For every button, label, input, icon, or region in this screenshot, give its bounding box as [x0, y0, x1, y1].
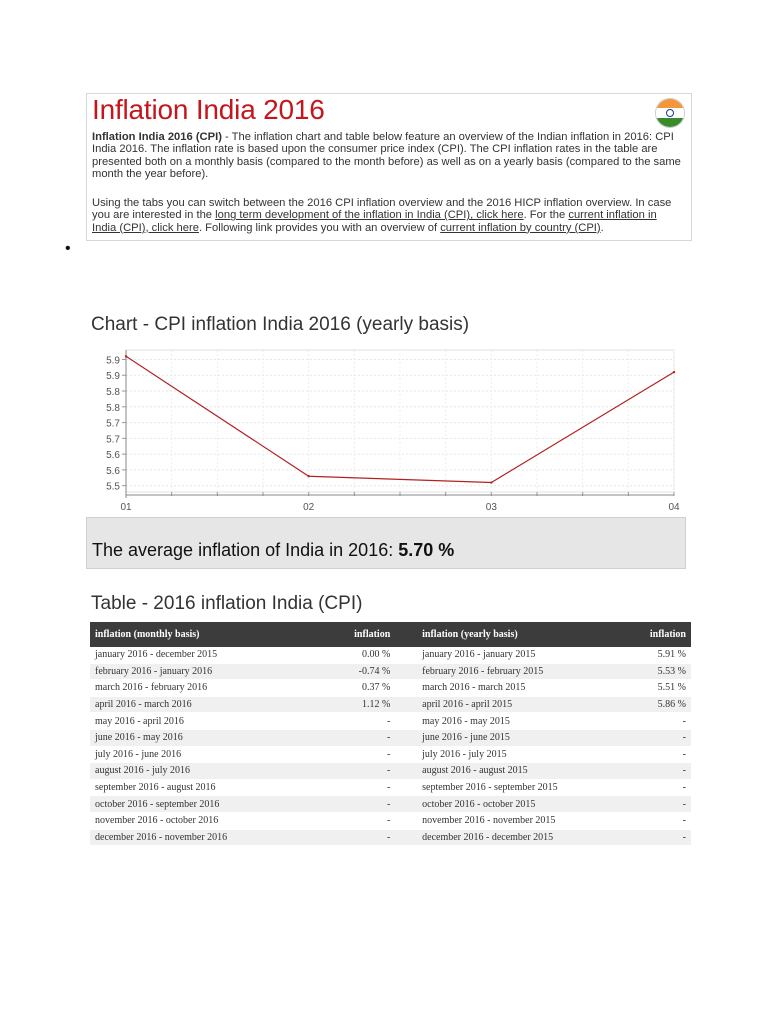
row-spacer [395, 729, 417, 746]
yearly-value-cell: 5.53 % [645, 663, 691, 680]
monthly-period-cell: december 2016 - november 2016 [90, 829, 318, 846]
monthly-value-cell: - [318, 746, 396, 763]
yearly-value-cell: - [645, 713, 691, 730]
y-tick-label: 5.8 [106, 387, 120, 399]
monthly-period-cell: february 2016 - january 2016 [90, 663, 318, 680]
monthly-period-cell: january 2016 - december 2015 [90, 647, 318, 663]
row-spacer [395, 713, 417, 730]
table-body [90, 647, 691, 846]
yearly-period-cell: october 2016 - october 2015 [417, 796, 645, 813]
yearly-period-cell: march 2016 - march 2015 [417, 680, 645, 697]
yearly-value-cell: 5.51 % [645, 680, 691, 697]
tabs-text-c: . Following link provides you with an overview of [198, 221, 441, 234]
yearly-period-cell: december 2016 - december 2015 [417, 829, 645, 846]
average-box [86, 517, 686, 569]
data-point [673, 371, 675, 373]
table-row [90, 746, 691, 763]
yearly-period-cell: may 2016 - may 2015 [417, 713, 645, 730]
y-tick-label: 5.7 [106, 418, 120, 430]
row-spacer [395, 796, 417, 813]
monthly-period-cell: september 2016 - august 2016 [90, 779, 318, 796]
current-inflation-link[interactable]: current inflation in India (CPI), click here [92, 209, 657, 234]
x-tick-label: 01 [120, 502, 132, 513]
monthly-value-cell: - [318, 812, 396, 829]
table-row [90, 763, 691, 780]
monthly-value-cell: 1.12 % [318, 696, 396, 713]
india-flag-icon [655, 98, 685, 128]
chart-title: Chart - CPI inflation India 2016 (yearly basis) [91, 314, 470, 335]
y-tick-label: 5.9 [106, 355, 120, 367]
yearly-value-cell: - [645, 729, 691, 746]
monthly-value-cell: - [318, 779, 396, 796]
yearly-period-cell: november 2016 - november 2015 [417, 812, 645, 829]
table-row [90, 663, 691, 680]
yearly-value-cell: - [645, 746, 691, 763]
monthly-value-cell: 0.00 % [318, 647, 396, 663]
table-row [90, 713, 691, 730]
monthly-period-cell: may 2016 - april 2016 [90, 713, 318, 730]
yearly-value-cell: - [645, 763, 691, 780]
intro-box [86, 93, 692, 241]
average-text [92, 540, 454, 561]
yearly-period-cell: april 2016 - april 2015 [417, 696, 645, 713]
monthly-value-cell: - [318, 713, 396, 730]
data-point [125, 355, 127, 357]
table-row [90, 812, 691, 829]
average-label: The average inflation of India in 2016: [92, 540, 399, 560]
yearly-period-cell: september 2016 - september 2015 [417, 779, 645, 796]
table-row [90, 647, 691, 663]
yearly-value-cell: - [645, 779, 691, 796]
yearly-period-cell: february 2016 - february 2015 [417, 663, 645, 680]
monthly-value-cell: - [318, 796, 396, 813]
row-spacer [395, 663, 417, 680]
data-point [490, 481, 492, 483]
list-bullet: • [65, 240, 71, 257]
header-monthly: inflation (monthly basis) [90, 622, 318, 647]
intro-paragraph [92, 131, 682, 181]
y-tick-label: 5.9 [106, 371, 120, 383]
y-tick-label: 5.8 [106, 402, 120, 414]
monthly-period-cell: november 2016 - october 2016 [90, 812, 318, 829]
yearly-period-cell: august 2016 - august 2015 [417, 763, 645, 780]
header-yearly-value: inflation [645, 622, 691, 647]
y-tick-label: 5.7 [106, 434, 120, 446]
header-monthly-value: inflation [318, 622, 396, 647]
y-tick-label: 5.6 [106, 450, 120, 462]
table-row [90, 796, 691, 813]
table-row [90, 696, 691, 713]
row-spacer [395, 647, 417, 663]
monthly-value-cell: -0.74 % [318, 663, 396, 680]
table-title: Table - 2016 inflation India (CPI) [91, 593, 363, 614]
monthly-value-cell: - [318, 829, 396, 846]
monthly-period-cell: march 2016 - february 2016 [90, 680, 318, 697]
line-chart [86, 342, 686, 517]
table-header-row [90, 622, 691, 647]
row-spacer [395, 812, 417, 829]
data-point [307, 475, 309, 477]
row-spacer [395, 779, 417, 796]
average-value: 5.70 % [398, 540, 455, 560]
monthly-period-cell: april 2016 - march 2016 [90, 696, 318, 713]
x-tick-label: 03 [485, 502, 497, 513]
monthly-period-cell: october 2016 - september 2016 [90, 796, 318, 813]
header-yearly: inflation (yearly basis) [417, 622, 645, 647]
yearly-value-cell: 5.86 % [645, 696, 691, 713]
x-tick-label: 04 [668, 502, 680, 513]
page-title: Inflation India 2016 [92, 94, 325, 125]
yearly-period-cell: july 2016 - july 2015 [417, 746, 645, 763]
tabs-paragraph [92, 197, 682, 234]
tabs-text-b: . For the [523, 209, 569, 222]
y-tick-label: 5.6 [106, 465, 120, 477]
y-tick-label: 5.5 [106, 481, 120, 493]
row-spacer [395, 746, 417, 763]
table-row [90, 729, 691, 746]
yearly-value-cell: - [645, 812, 691, 829]
monthly-value-cell: - [318, 763, 396, 780]
yearly-value-cell: - [645, 796, 691, 813]
tabs-text-d: . [600, 221, 604, 234]
monthly-value-cell: 0.37 % [318, 680, 396, 697]
yearly-value-cell: - [645, 829, 691, 846]
yearly-period-cell: january 2016 - january 2015 [417, 647, 645, 663]
tabs-text-a: Using the tabs you can switch between the 2016 CPI inflation overview and the 2016 HICP inflation overview. In case you are interested in the [92, 197, 672, 222]
table-row [90, 680, 691, 697]
header-spacer [395, 622, 417, 647]
yearly-value-cell: 5.91 % [645, 647, 691, 663]
yearly-period-cell: june 2016 - june 2015 [417, 729, 645, 746]
table-row [90, 829, 691, 846]
monthly-value-cell: - [318, 729, 396, 746]
row-spacer [395, 763, 417, 780]
monthly-period-cell: august 2016 - july 2016 [90, 763, 318, 780]
intro-text: - The inflation chart and table below feature an overview of the Indian inflation in 2016: CPI India 2016. The inflation rate is based upon the consumer price index (CPI). The CPI inflation rates in the table are presented both on a monthly basis (compared to the month before) as well as on a yearly basis (compared to the same month the year before). [92, 131, 681, 181]
table-row [90, 779, 691, 796]
x-tick-label: 02 [303, 502, 315, 513]
row-spacer [395, 680, 417, 697]
long-term-inflation-link[interactable]: long term development of the inflation in India (CPI), click here [215, 209, 524, 222]
row-spacer [395, 829, 417, 846]
inflation-by-country-link[interactable]: current inflation by country (CPI) [440, 221, 601, 234]
row-spacer [395, 696, 417, 713]
monthly-period-cell: june 2016 - may 2016 [90, 729, 318, 746]
monthly-period-cell: july 2016 - june 2016 [90, 746, 318, 763]
inflation-table [90, 622, 691, 846]
intro-bold-lead: Inflation India 2016 (CPI) [92, 131, 222, 143]
